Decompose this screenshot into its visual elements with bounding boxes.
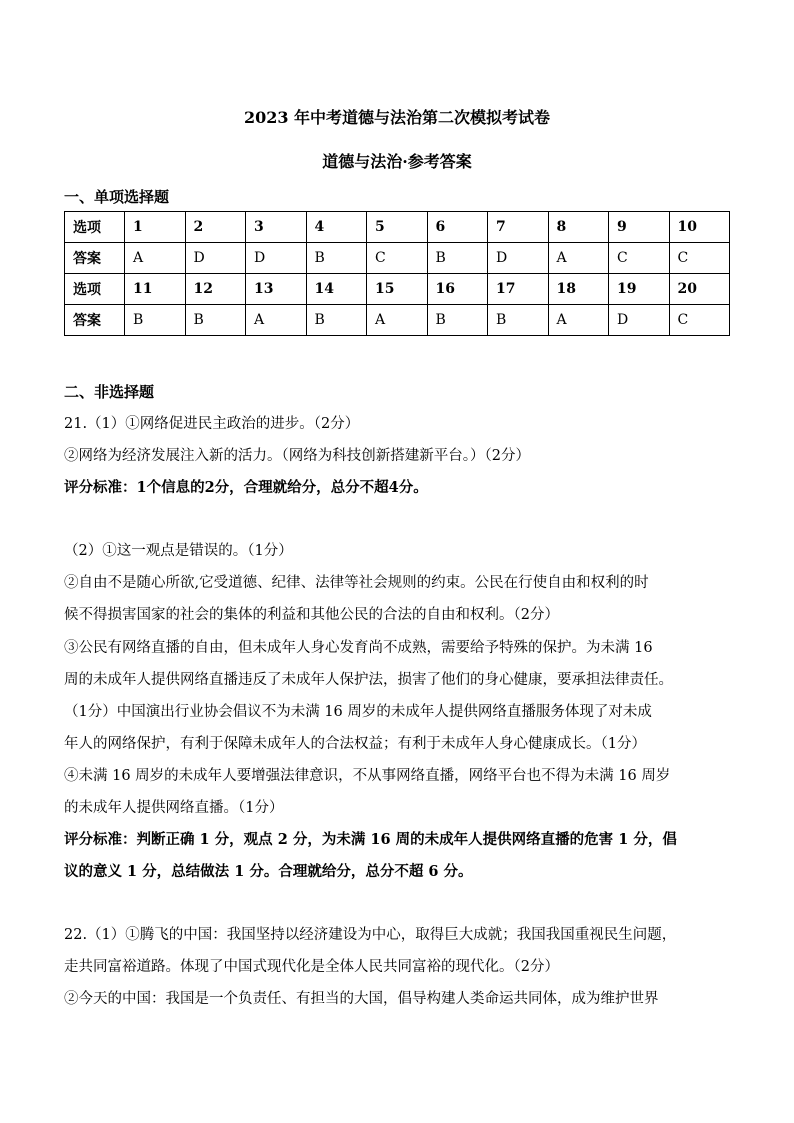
table-cell: B [185,305,246,336]
table-cell: B [427,243,488,274]
table-cell: 16 [427,274,488,305]
table-cell: A [548,305,609,336]
table-cell: 2 [185,212,246,243]
table-cell: 选项 [65,274,125,305]
section2-heading: 二、非选择题 [64,383,155,401]
scoring-note: 议的意义 1 分，总结做法 1 分。合理就给分，总分不超 6 分。 [64,863,473,880]
table-cell: 17 [488,274,549,305]
table-cell: 3 [246,212,307,243]
answer-line: 走共同富裕道路。体现了中国式现代化是全体人民共同富裕的现代化。（2分） [64,959,559,975]
table-cell: A [548,243,609,274]
table-cell: 9 [609,212,670,243]
answer-line: 候不得损害国家的社会的集体的利益和其他公民的合法的自由和权利。（2分） [64,607,559,623]
answer-table [64,211,730,336]
table-cell: B [306,243,367,274]
table-cell: 19 [609,274,670,305]
table-cell: D [185,243,246,274]
answer-line: ②网络为经济发展注入新的活力。（网络为科技创新搭建新平台。）（2分） [64,448,530,464]
table-cell: D [246,243,307,274]
table-cell: 10 [669,212,730,243]
answer-line: ②今天的中国：我国是一个负责任、有担当的大国，倡导构建人类命运共同体，成为维护世界 [64,991,659,1007]
table-cell: C [669,305,730,336]
answer-line: 年人的网络保护，有利于保障未成年人的合法权益；有利于未成年人身心健康成长。（1分） [64,736,646,752]
answer-line: ③公民有网络直播的自由，但未成年人身心发育尚不成熟，需要给予特殊的保护。为未满 16 [64,640,653,656]
table-cell: 6 [427,212,488,243]
table-row [65,212,730,243]
scoring-note: 评分标准：1个信息的2分，合理就给分，总分不超4分。 [64,479,428,496]
table-cell: C [669,243,730,274]
table-cell: B [488,305,549,336]
page-subtitle: 道德与法治·参考答案 [322,152,472,171]
table-cell: 1 [125,212,186,243]
table-cell: C [367,243,428,274]
answer-line: 21.（1）①网络促进民主政治的进步。（2分） [64,416,360,432]
table-cell: 5 [367,212,428,243]
answer-line: 周的未成年人提供网络直播违反了未成年人保护法，损害了他们的身心健康，要承担法律责任。 [64,672,673,688]
table-cell: 14 [306,274,367,305]
table-cell: 7 [488,212,549,243]
table-cell: 答案 [65,243,125,274]
section1-heading: 一、单项选择题 [64,188,170,206]
answer-line: （2）①这一观点是错误的。（1分） [64,543,293,559]
table-cell: 4 [306,212,367,243]
table-cell: 18 [548,274,609,305]
table-cell: 8 [548,212,609,243]
answer-line: ④未满 16 周岁的未成年人要增强法律意识，不从事网络直播，网络平台也不得为未满 16 周岁 [64,768,671,784]
answer-line: （1分）中国演出行业协会倡议不为未满 16 周岁的未成年人提供网络直播服务体现了对未成 [64,704,652,720]
table-row [65,243,730,274]
page-title: 2023 年中考道德与法治第二次模拟考试卷 [243,108,551,127]
table-cell: 20 [669,274,730,305]
table-cell: B [125,305,186,336]
table-cell: D [609,305,670,336]
table-cell: A [367,305,428,336]
table-cell: A [246,305,307,336]
table-cell: B [306,305,367,336]
table-cell: D [488,243,549,274]
answer-line: ②自由不是随心所欲,它受道德、纪律、法律等社会规则的约束。公民在行使自由和权利的时 [64,575,649,591]
answer-line: 22.（1）①腾飞的中国：我国坚持以经济建设为中心，取得巨大成就；我国我国重视民生问题， [64,927,677,943]
answer-line: 的未成年人提供网络直播。（1分） [64,800,284,816]
table-row [65,274,730,305]
table-cell: 11 [125,274,186,305]
scoring-note: 评分标准：判断正确 1 分，观点 2 分，为未满 16 周的未成年人提供网络直播的危害 1 分，倡 [64,831,677,848]
table-cell: C [609,243,670,274]
table-cell: 选项 [65,212,125,243]
table-cell: 答案 [65,305,125,336]
table-row [65,305,730,336]
table-cell: 13 [246,274,307,305]
table-cell: B [427,305,488,336]
table-cell: 15 [367,274,428,305]
table-cell: A [125,243,186,274]
table-cell: 12 [185,274,246,305]
